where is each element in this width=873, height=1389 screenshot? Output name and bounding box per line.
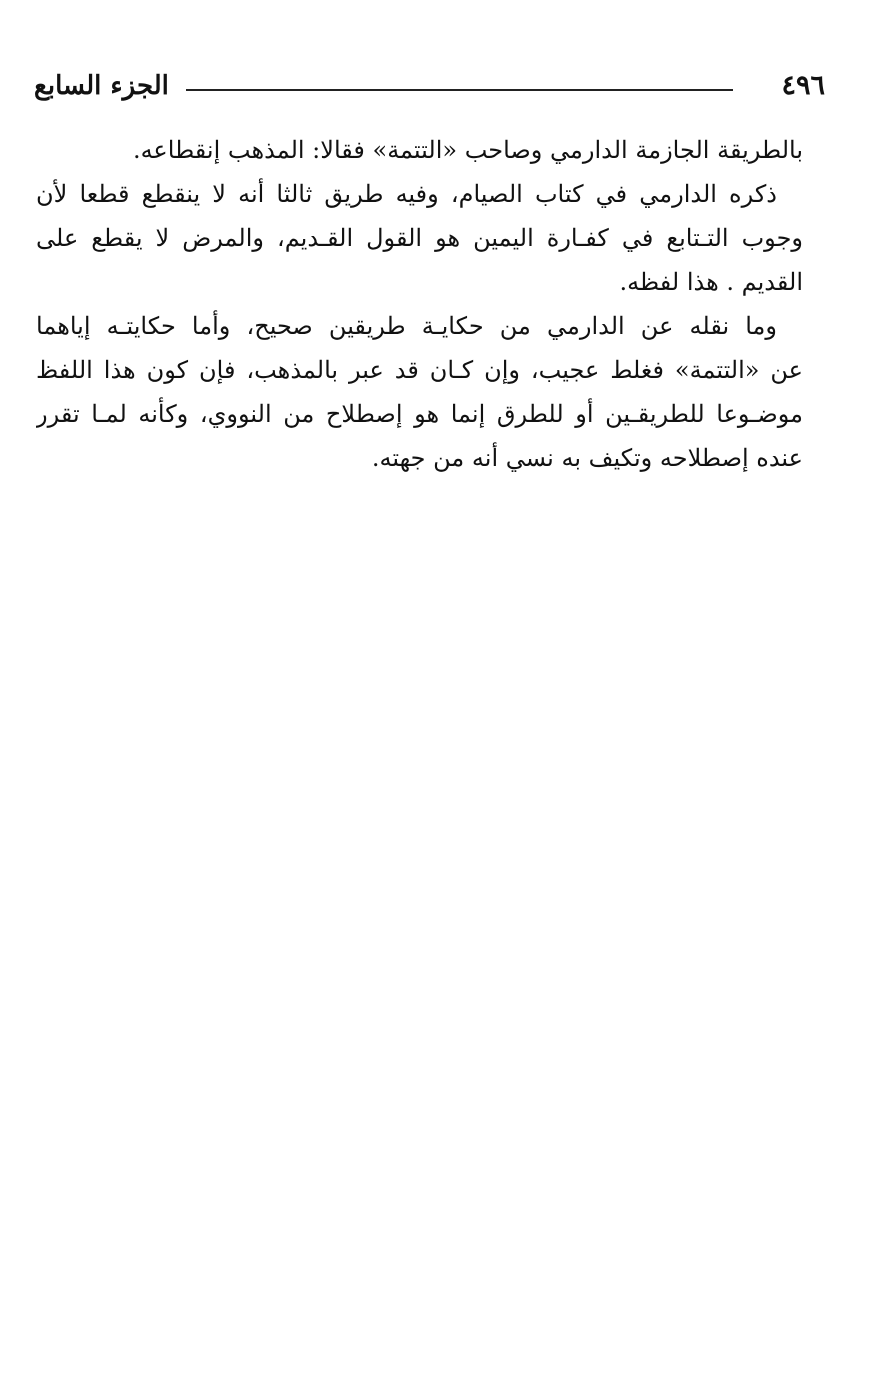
running-title: الجزء السابع (34, 71, 169, 101)
paragraph-3 (36, 304, 803, 480)
page-number: ٤٩٦ (781, 70, 825, 101)
text-line: بالطريقة الجازمة الدارمي وصاحب «التتمة» فقالا: المذهب إنقطاعه. (132, 136, 803, 164)
text-line: ذكره الدارمي في كتاب الصيام، وفيه طريق ثالثا أنه لا ينقطع قطعا لأن (36, 180, 777, 208)
text-line: وجوب التـتابع في كفـارة اليمين هو القول القـديم، والمرض لا يقطع على (36, 224, 803, 252)
paragraph-1 (36, 128, 803, 172)
text-line: عن «التتمة» فغلط عجيب، وإن كـان قد عبر بالمذهب، فإن كون هذا اللفظ (36, 356, 803, 384)
text-line: وما نقله عن الدارمي من حكايـة طريقين صحيح، وأما حكايتـه إياهما (36, 312, 777, 340)
text-line: موضـوعا للطريقـين أو للطرق إنما هو إصطلاح من النووي، وكأنه لمـا تقرر (36, 400, 803, 428)
page-header (34, 66, 825, 106)
paragraph-2 (36, 172, 803, 304)
text-line: القديم . هذا لفظه. (619, 268, 803, 296)
text-line: عنده إصطلاحه وتكيف به نسي أنه من جهته. (371, 444, 803, 472)
body-text (36, 128, 803, 480)
header-rule (186, 89, 733, 91)
